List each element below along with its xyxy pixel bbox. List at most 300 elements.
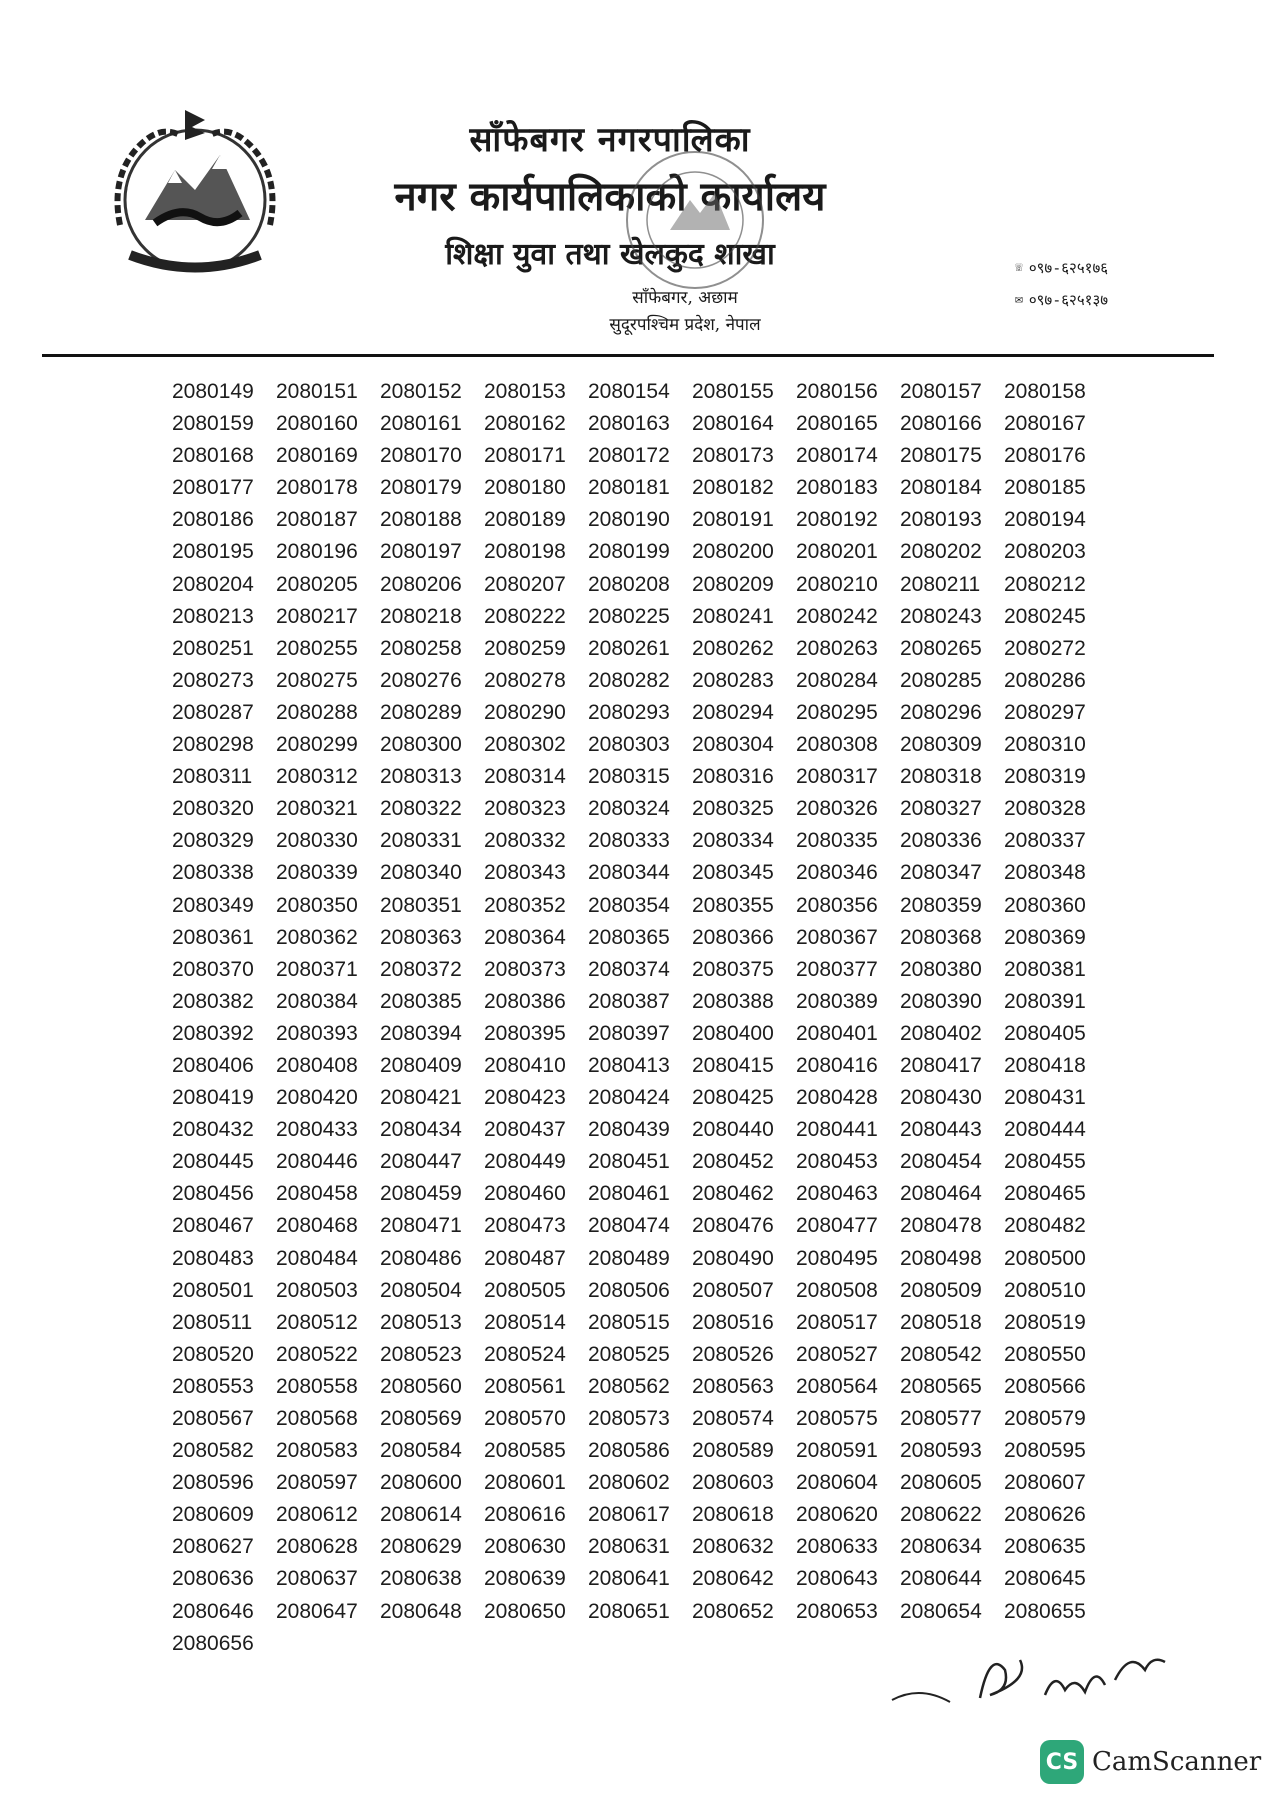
list-item: 2080408 (276, 1053, 358, 1077)
list-item: 2080641 (588, 1567, 670, 1591)
list-item: 2080482 (1004, 1214, 1086, 1238)
list-item: 2080525 (588, 1342, 670, 1366)
list-item: 2080569 (380, 1407, 462, 1430)
list-item: 2080388 (692, 989, 774, 1013)
list-item: 2080373 (484, 957, 566, 981)
signature-icon (890, 1640, 1180, 1710)
list-item: 2080419 (172, 1086, 254, 1110)
office-name: नगर कार्यपालिकाको कार्यालय (394, 173, 826, 220)
list-item: 2080526 (692, 1342, 774, 1366)
list-item: 2080600 (380, 1471, 462, 1495)
list-item: 2080170 (380, 444, 462, 468)
list-item: 2080181 (588, 476, 670, 500)
list-item: 2080405 (1004, 1021, 1086, 1045)
list-item: 2080172 (588, 444, 670, 468)
list-item: 2080582 (172, 1439, 254, 1463)
list-item: 2080159 (172, 412, 254, 436)
list-item: 2080210 (796, 572, 878, 596)
list-item: 2080333 (588, 829, 670, 853)
list-item: 2080355 (692, 893, 774, 917)
list-item: 2080350 (276, 893, 358, 917)
list-item: 2080212 (1004, 572, 1086, 596)
list-item: 2080616 (484, 1503, 566, 1527)
list-item: 2080213 (172, 604, 254, 628)
list-item: 2080439 (588, 1118, 670, 1142)
list-item: 2080290 (484, 700, 566, 724)
list-item: 2080296 (900, 700, 982, 724)
list-item: 2080428 (796, 1086, 878, 1110)
list-item: 2080192 (796, 508, 878, 532)
list-item: 2080389 (796, 989, 878, 1013)
list-item: 2080506 (588, 1278, 670, 1302)
list-item: 2080334 (692, 829, 774, 853)
list-item: 2080443 (900, 1118, 982, 1142)
list-item: 2080366 (692, 925, 774, 949)
list-item: 2080165 (796, 412, 878, 436)
list-item: 2080523 (380, 1342, 462, 1366)
list-item: 2080508 (796, 1278, 878, 1302)
list-item: 2080487 (484, 1246, 566, 1270)
list-item: 2080323 (484, 797, 566, 821)
list-item: 2080169 (276, 444, 358, 468)
list-item: 2080644 (900, 1567, 982, 1591)
list-item: 2080369 (1004, 925, 1086, 949)
list-item: 2080308 (796, 733, 878, 757)
list-item: 2080211 (900, 572, 981, 596)
list-item: 2080604 (796, 1471, 878, 1495)
list-item: 2080489 (588, 1246, 670, 1270)
fax-icon: ✉ (1015, 292, 1023, 307)
list-item: 2080460 (484, 1182, 566, 1206)
list-item: 2080409 (380, 1053, 462, 1077)
list-item: 2080243 (900, 604, 982, 628)
list-item: 2080384 (276, 989, 358, 1013)
list-item: 2080646 (172, 1599, 254, 1623)
list-item: 2080561 (484, 1374, 566, 1398)
list-item: 2080510 (1004, 1278, 1086, 1302)
header-divider (42, 354, 1214, 357)
list-item: 2080348 (1004, 861, 1086, 885)
list-item: 2080642 (692, 1567, 774, 1591)
list-item: 2080423 (484, 1086, 566, 1110)
list-item: 2080166 (900, 412, 982, 436)
list-item: 2080318 (900, 765, 982, 789)
list-item: 2080276 (380, 668, 462, 692)
list-item: 2080371 (276, 957, 358, 981)
list-item: 2080458 (276, 1182, 358, 1206)
list-item: 2080553 (172, 1374, 254, 1398)
list-item: 2080315 (588, 765, 670, 789)
list-item: 2080387 (588, 989, 670, 1013)
list-item: 2080579 (1004, 1407, 1086, 1430)
list-item: 2080459 (380, 1182, 462, 1206)
list-item: 2080484 (276, 1246, 358, 1270)
list-item: 2080278 (484, 668, 566, 692)
list-item: 2080149 (172, 380, 254, 403)
list-item: 2080310 (1004, 733, 1086, 757)
list-item: 2080375 (692, 957, 774, 981)
list-item: 2080507 (692, 1278, 774, 1302)
address-line-1: साँफेबगर, अछाम (632, 288, 738, 308)
list-item: 2080453 (796, 1150, 878, 1174)
number-list (172, 376, 1108, 1660)
list-item: 2080467 (172, 1214, 254, 1238)
list-item: 2080326 (796, 797, 878, 821)
nepal-emblem-icon (100, 105, 290, 285)
list-item: 2080596 (172, 1471, 254, 1495)
list-item: 2080393 (276, 1021, 358, 1045)
section-name: शिक्षा युवा तथा खेलकुद शाखा (445, 237, 775, 272)
list-item: 2080628 (276, 1535, 358, 1559)
list-item: 2080648 (380, 1599, 462, 1623)
list-item: 2080203 (1004, 540, 1086, 564)
list-item: 2080474 (588, 1214, 670, 1238)
list-item: 2080339 (276, 861, 358, 885)
list-item: 2080187 (276, 508, 358, 532)
list-item: 2080477 (796, 1214, 878, 1238)
list-item: 2080329 (172, 829, 254, 853)
list-item: 2080515 (588, 1310, 670, 1334)
list-item: 2080617 (588, 1503, 670, 1527)
list-item: 2080386 (484, 989, 566, 1013)
list-item: 2080324 (588, 797, 670, 821)
list-item: 2080288 (276, 700, 358, 724)
list-item: 2080390 (900, 989, 982, 1013)
list-item: 2080198 (484, 540, 566, 564)
phone-icon: ☏ (1015, 260, 1023, 275)
office-seal-icon (620, 145, 770, 295)
list-item: 2080177 (172, 476, 254, 500)
list-item: 2080618 (692, 1503, 774, 1527)
list-item: 2080160 (276, 412, 358, 436)
list-item: 2080171 (484, 444, 566, 468)
list-item: 2080607 (1004, 1471, 1086, 1495)
list-item: 2080309 (900, 733, 982, 757)
list-item: 2080498 (900, 1246, 982, 1270)
list-item: 2080653 (796, 1599, 878, 1623)
list-item: 2080261 (588, 636, 670, 660)
list-item: 2080627 (172, 1535, 254, 1559)
list-item: 2080191 (692, 508, 774, 532)
list-item: 2080351 (380, 893, 462, 917)
list-item: 2080180 (484, 476, 566, 500)
list-item: 2080322 (380, 797, 462, 821)
list-item: 2080218 (380, 604, 462, 628)
contact-phones (1015, 252, 1108, 316)
list-item: 2080629 (380, 1535, 462, 1559)
list-item: 2080433 (276, 1118, 358, 1142)
list-item: 2080586 (588, 1439, 670, 1463)
list-item: 2080643 (796, 1567, 878, 1591)
list-item: 2080593 (900, 1439, 982, 1463)
list-item: 2080471 (380, 1214, 462, 1238)
list-item: 2080338 (172, 861, 254, 885)
list-item: 2080455 (1004, 1150, 1086, 1174)
list-item: 2080174 (796, 444, 878, 468)
camscanner-watermark (1040, 1740, 1261, 1784)
list-item: 2080632 (692, 1535, 774, 1559)
list-item: 2080183 (796, 476, 878, 500)
list-item: 2080597 (276, 1471, 358, 1495)
list-item: 2080452 (692, 1150, 774, 1174)
list-item: 2080156 (796, 380, 878, 403)
list-item: 2080340 (380, 861, 462, 885)
list-item: 2080262 (692, 636, 774, 660)
list-item: 2080382 (172, 989, 254, 1013)
list-item: 2080424 (588, 1086, 670, 1110)
list-item: 2080255 (276, 636, 358, 660)
list-item: 2080284 (796, 668, 878, 692)
list-item: 2080316 (692, 765, 774, 789)
phone-row-1 (1015, 252, 1108, 284)
list-item: 2080325 (692, 797, 774, 821)
list-item: 2080461 (588, 1182, 670, 1206)
list-item: 2080368 (900, 925, 982, 949)
list-item: 2080655 (1004, 1599, 1086, 1623)
list-item: 2080647 (276, 1599, 358, 1623)
list-item: 2080425 (692, 1086, 774, 1110)
list-item: 2080465 (1004, 1182, 1086, 1206)
list-item: 2080344 (588, 861, 670, 885)
list-item: 2080195 (172, 540, 254, 564)
list-item: 2080415 (692, 1053, 774, 1077)
list-item: 2080431 (1004, 1086, 1086, 1110)
list-item: 2080327 (900, 797, 982, 821)
list-item: 2080456 (172, 1182, 254, 1206)
list-item: 2080473 (484, 1214, 566, 1238)
list-item: 2080346 (796, 861, 878, 885)
list-item: 2080573 (588, 1407, 670, 1430)
list-item: 2080445 (172, 1150, 254, 1174)
list-item: 2080392 (172, 1021, 254, 1045)
list-item: 2080265 (900, 636, 982, 660)
list-item: 2080637 (276, 1567, 358, 1591)
list-item: 2080483 (172, 1246, 254, 1270)
list-item: 2080589 (692, 1439, 774, 1463)
list-item: 2080208 (588, 572, 670, 596)
list-item: 2080320 (172, 797, 254, 821)
letterhead (330, 110, 890, 335)
address-line-2: सुदूरपश्चिम प्रदेश, नेपाल (609, 315, 761, 335)
list-item: 2080567 (172, 1407, 254, 1430)
list-item: 2080449 (484, 1150, 566, 1174)
list-item: 2080297 (1004, 700, 1086, 724)
list-item: 2080295 (796, 700, 878, 724)
list-item: 2080285 (900, 668, 982, 692)
list-item: 2080188 (380, 508, 462, 532)
list-item: 2080190 (588, 508, 670, 532)
list-item: 2080542 (900, 1342, 982, 1366)
list-item: 2080153 (484, 380, 566, 403)
list-item: 2080311 (172, 765, 253, 789)
list-item: 2080343 (484, 861, 566, 885)
list-item: 2080263 (796, 636, 878, 660)
list-item: 2080196 (276, 540, 358, 564)
list-item: 2080202 (900, 540, 982, 564)
list-item: 2080522 (276, 1342, 358, 1366)
list-item: 2080275 (276, 668, 358, 692)
list-item: 2080421 (380, 1086, 462, 1110)
list-item: 2080161 (380, 412, 462, 436)
list-item: 2080512 (276, 1310, 358, 1334)
list-item: 2080185 (1004, 476, 1086, 500)
list-item: 2080182 (692, 476, 774, 500)
list-item: 2080225 (588, 604, 670, 628)
list-item: 2080304 (692, 733, 774, 757)
list-item: 2080155 (692, 380, 774, 403)
list-item: 2080199 (588, 540, 670, 564)
list-item: 2080303 (588, 733, 670, 757)
list-item: 2080381 (1004, 957, 1086, 981)
list-item: 2080464 (900, 1182, 982, 1206)
list-item: 2080336 (900, 829, 982, 853)
list-item: 2080463 (796, 1182, 878, 1206)
list-item: 2080286 (1004, 668, 1086, 692)
list-item: 2080158 (1004, 380, 1086, 403)
list-item: 2080184 (900, 476, 982, 500)
list-item: 2080328 (1004, 797, 1086, 821)
list-item: 2080356 (796, 893, 878, 917)
list-item: 2080562 (588, 1374, 670, 1398)
list-item: 2080638 (380, 1567, 462, 1591)
list-item: 2080201 (796, 540, 878, 564)
list-item: 2080167 (1004, 412, 1086, 436)
list-item: 2080633 (796, 1535, 878, 1559)
list-item: 2080524 (484, 1342, 566, 1366)
list-item: 2080206 (380, 572, 462, 596)
list-item: 2080242 (796, 604, 878, 628)
list-item: 2080560 (380, 1374, 462, 1398)
phone-row-2 (1015, 284, 1108, 316)
list-item: 2080293 (588, 700, 670, 724)
list-item: 2080495 (796, 1246, 878, 1270)
list-item: 2080591 (796, 1439, 878, 1463)
municipality-name: साँफेबगर नगरपालिका (469, 120, 751, 160)
list-item: 2080372 (380, 957, 462, 981)
list-item: 2080175 (900, 444, 982, 468)
list-item: 2080514 (484, 1310, 566, 1334)
list-item: 2080400 (692, 1021, 774, 1045)
list-item: 2080204 (172, 572, 254, 596)
list-item: 2080609 (172, 1503, 254, 1527)
list-item: 2080416 (796, 1053, 878, 1077)
list-item: 2080434 (380, 1118, 462, 1142)
list-item: 2080391 (1004, 989, 1086, 1013)
list-item: 2080518 (900, 1310, 982, 1334)
list-item: 2080486 (380, 1246, 462, 1270)
list-item: 2080601 (484, 1471, 566, 1495)
list-item: 2080418 (1004, 1053, 1086, 1077)
list-item: 2080380 (900, 957, 982, 981)
list-item: 2080312 (276, 765, 358, 789)
list-item: 2080273 (172, 668, 254, 692)
list-item: 2080151 (276, 380, 358, 403)
list-item: 2080401 (796, 1021, 878, 1045)
list-item: 2080259 (484, 636, 566, 660)
list-item: 2080395 (484, 1021, 566, 1045)
list-item: 2080574 (692, 1407, 774, 1430)
list-item: 2080168 (172, 444, 254, 468)
list-item: 2080163 (588, 412, 670, 436)
list-item: 2080614 (380, 1503, 462, 1527)
list-item: 2080595 (1004, 1439, 1086, 1463)
list-item: 2080501 (172, 1278, 254, 1302)
phone-number-2: ०९७-६२५१३७ (1028, 291, 1109, 309)
list-item: 2080511 (172, 1310, 253, 1334)
list-item: 2080352 (484, 893, 566, 917)
list-item: 2080157 (900, 380, 982, 403)
list-item: 2080314 (484, 765, 566, 789)
list-item: 2080354 (588, 893, 670, 917)
list-item: 2080154 (588, 380, 670, 403)
list-item: 2080565 (900, 1374, 982, 1398)
list-item: 2080635 (1004, 1535, 1086, 1559)
list-item: 2080209 (692, 572, 774, 596)
list-item: 2080193 (900, 508, 982, 532)
list-item: 2080197 (380, 540, 462, 564)
list-item: 2080447 (380, 1150, 462, 1174)
list-item: 2080283 (692, 668, 774, 692)
list-item: 2080622 (900, 1503, 982, 1527)
list-item: 2080478 (900, 1214, 982, 1238)
list-item: 2080468 (276, 1214, 358, 1238)
list-item: 2080370 (172, 957, 254, 981)
list-item: 2080282 (588, 668, 670, 692)
list-item: 2080650 (484, 1599, 566, 1623)
list-item: 2080207 (484, 572, 566, 596)
list-item: 2080602 (588, 1471, 670, 1495)
list-item: 2080620 (796, 1503, 878, 1527)
list-item: 2080504 (380, 1278, 462, 1302)
list-item: 2080500 (1004, 1246, 1086, 1270)
list-item: 2080317 (796, 765, 878, 789)
list-item: 2080251 (172, 636, 254, 660)
list-item: 2080476 (692, 1214, 774, 1238)
list-item: 2080441 (796, 1118, 878, 1142)
list-item: 2080300 (380, 733, 462, 757)
list-item: 2080584 (380, 1439, 462, 1463)
list-item: 2080367 (796, 925, 878, 949)
list-item: 2080645 (1004, 1567, 1086, 1591)
list-item: 2080636 (172, 1567, 254, 1591)
list-item: 2080516 (692, 1310, 774, 1334)
list-item: 2080189 (484, 508, 566, 532)
list-item: 2080337 (1004, 829, 1086, 853)
list-item: 2080347 (900, 861, 982, 885)
list-item: 2080345 (692, 861, 774, 885)
list-item: 2080656 (172, 1631, 254, 1655)
list-item: 2080566 (1004, 1374, 1086, 1398)
list-item: 2080298 (172, 733, 254, 757)
list-item: 2080222 (484, 604, 566, 628)
list-item: 2080258 (380, 636, 462, 660)
list-item: 2080186 (172, 508, 254, 532)
list-item: 2080332 (484, 829, 566, 853)
list-item: 2080417 (900, 1053, 982, 1077)
list-item: 2080272 (1004, 636, 1086, 660)
list-item: 2080194 (1004, 508, 1086, 532)
list-item: 2080558 (276, 1374, 358, 1398)
list-item: 2080520 (172, 1342, 254, 1366)
list-item: 2080362 (276, 925, 358, 949)
list-item: 2080294 (692, 700, 774, 724)
list-item: 2080394 (380, 1021, 462, 1045)
list-item: 2080377 (796, 957, 878, 981)
list-item: 2080359 (900, 893, 982, 917)
list-item: 2080513 (380, 1310, 462, 1334)
list-item: 2080503 (276, 1278, 358, 1302)
list-item: 2080361 (172, 925, 254, 949)
